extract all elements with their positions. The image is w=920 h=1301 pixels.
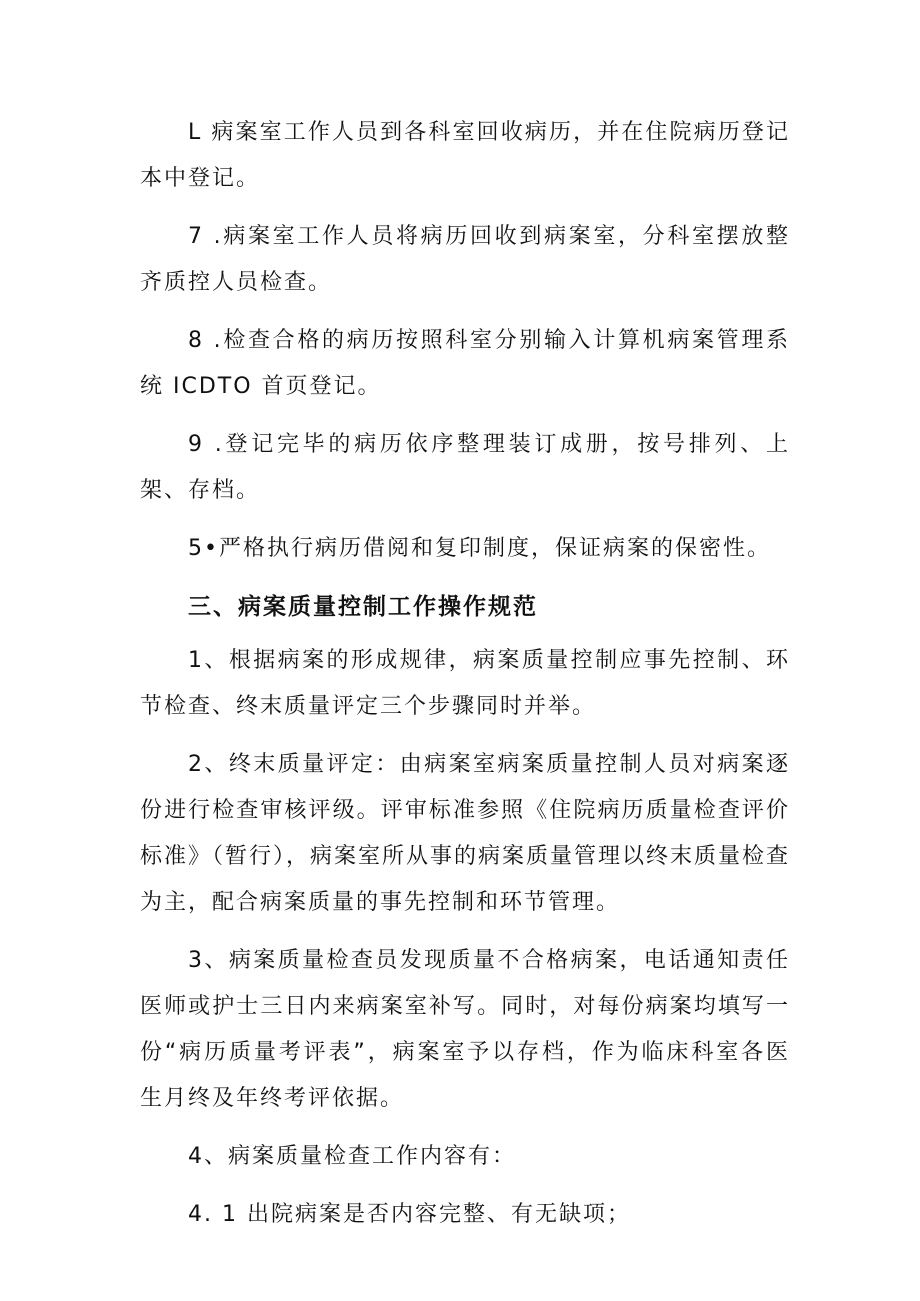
section-heading: 三、病案质量控制工作操作规范 xyxy=(188,594,538,620)
paragraph-item-l: L 病案室工作人员到各科室回收病历，并在住院病历登记本中登记。 xyxy=(140,120,790,191)
document-body xyxy=(140,110,790,1250)
section-paragraph-4: 4、病案质量检查工作内容有： xyxy=(188,1144,516,1169)
section-paragraph-2: 2、终末质量评定：由病案室病案质量控制人员对病案逐份进行检查审核评级。评审标准参照《住院病历质量检查评价标准》（暂行），病案室所从事的病案质量管理以终末质量检查为主，配合病案质量的事先控制和环节管理。 xyxy=(140,752,791,915)
section-paragraph-3: 3、病案质量检查员发现质量不合格病案，电话通知责任医师或护士三日内来病案室补写。同时，对每份病案均填写一份“病历质量考评表”，病案室予以存档，作为临床科室各医生月终及年终考评依据。 xyxy=(140,948,790,1111)
section-paragraph-4-1: 4. 1 出院病案是否内容完整、有无缺项； xyxy=(188,1202,631,1227)
paragraph-item-9: 9 .登记完毕的病历依序整理装订成册，按号排列、上架、存档。 xyxy=(140,432,790,503)
paragraph-item-5: 5•严格执行病历借阅和复印制度，保证病案的保密性。 xyxy=(188,536,771,561)
paragraph-item-8: 8 .检查合格的病历按照科室分别输入计算机病案管理系统 ICDTO 首页登记。 xyxy=(140,328,790,399)
section-paragraph-1: 1、根据病案的形成规律，病案质量控制应事先控制、环节检查、终末质量评定三个步骤同时并举。 xyxy=(140,648,790,719)
paragraph-item-7: 7 .病案室工作人员将病历回收到病案室，分科室摆放整齐质控人员检查。 xyxy=(140,224,790,295)
